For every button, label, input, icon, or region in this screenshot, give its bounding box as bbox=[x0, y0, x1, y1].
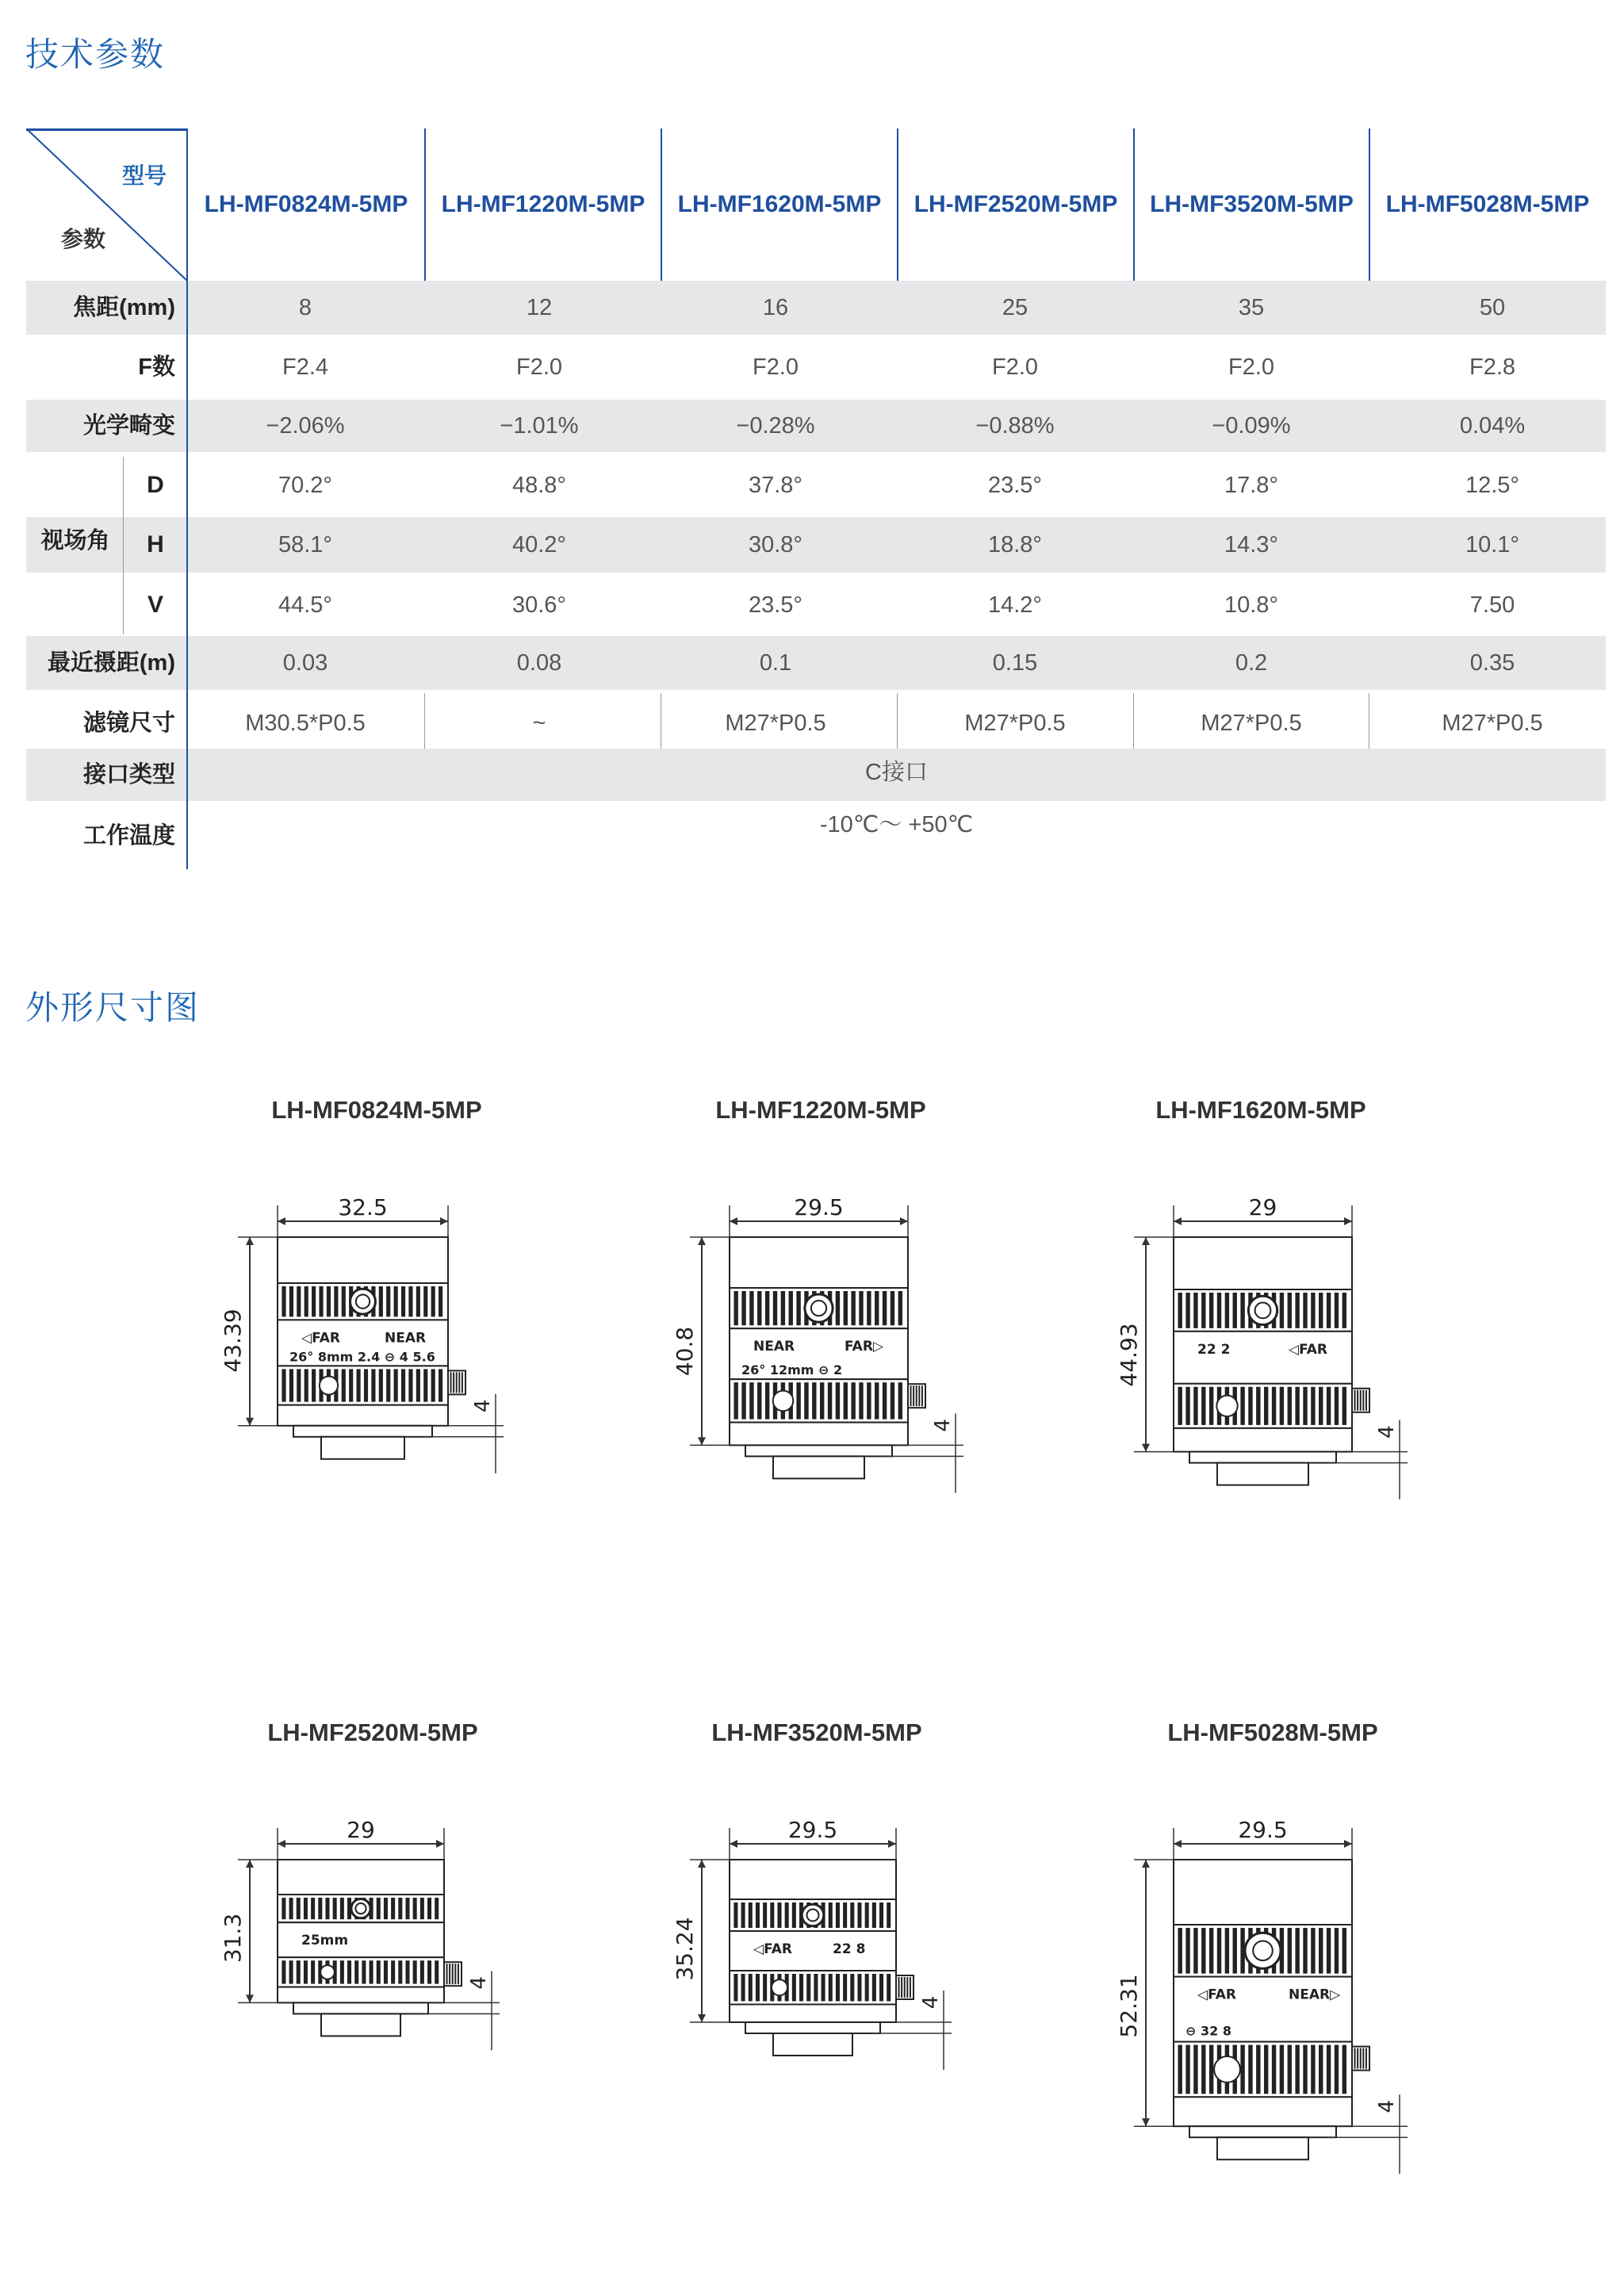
table-row bbox=[26, 281, 1606, 335]
table-cell: ~ bbox=[532, 711, 546, 736]
row-label-focal: 焦距(mm) bbox=[73, 295, 175, 320]
model-corner-label: 型号 bbox=[121, 163, 167, 188]
header-rule bbox=[1369, 128, 1370, 281]
table-cell: 25 bbox=[1002, 295, 1028, 320]
ring-text: NEAR▷ bbox=[1289, 1987, 1341, 2003]
fov-group-label: 视场角 bbox=[40, 528, 110, 554]
specs-section-title: 技术参数 bbox=[25, 35, 166, 74]
temp-value: -10℃～ +50℃ bbox=[819, 812, 974, 837]
drawing-title: LH-MF1620M-5MP bbox=[1155, 1096, 1366, 1124]
table-row bbox=[26, 338, 1606, 397]
ring-text: ◁FAR bbox=[1289, 1341, 1327, 1358]
dimensions-section-title: 外形尺寸图 bbox=[25, 988, 201, 1027]
table-cell: F2.8 bbox=[1469, 354, 1516, 380]
header-rule bbox=[661, 128, 662, 281]
flange-dimension: 4 bbox=[467, 1976, 491, 1990]
table-cell: 23.5° bbox=[987, 473, 1043, 498]
table-cell: 14.2° bbox=[987, 592, 1043, 618]
table-cell: 0.2 bbox=[1235, 650, 1268, 676]
lens-drawing-svg bbox=[1102, 1150, 1451, 1586]
table-cell: 0.08 bbox=[516, 650, 562, 676]
width-dimension: 29 bbox=[347, 1817, 375, 1843]
flange-dimension: 4 bbox=[1375, 1425, 1399, 1439]
table-cell: 0.35 bbox=[1469, 650, 1515, 676]
row-label-distortion: 光学畸变 bbox=[82, 413, 175, 439]
table-cell: F2.0 bbox=[1228, 354, 1275, 380]
ring-text: 22 2 bbox=[1197, 1341, 1231, 1358]
table-cell: F2.0 bbox=[515, 354, 563, 380]
cell-divider bbox=[897, 693, 898, 753]
table-cell: 8 bbox=[298, 295, 312, 320]
table-cell: 7.50 bbox=[1469, 592, 1515, 618]
drawing-title: LH-MF1220M-5MP bbox=[715, 1096, 926, 1124]
table-cell: 30.6° bbox=[511, 592, 567, 618]
table-row bbox=[26, 457, 1606, 514]
table-cell: M27*P0.5 bbox=[1201, 711, 1302, 736]
table-cell: −0.09% bbox=[1212, 413, 1291, 439]
lens-dimension-drawing bbox=[658, 1772, 1007, 2149]
fov-h-label: H bbox=[147, 531, 164, 558]
lens-drawing-svg bbox=[206, 1772, 555, 2121]
table-cell: 35 bbox=[1238, 295, 1265, 320]
table-cell: 40.2° bbox=[511, 532, 567, 558]
table-corner-header bbox=[26, 128, 187, 281]
lens-dimension-drawing bbox=[206, 1150, 555, 1558]
flange-dimension: 4 bbox=[1375, 2099, 1399, 2113]
header-rule bbox=[1133, 128, 1135, 281]
flange-dimension: 4 bbox=[919, 1995, 943, 2010]
lens-dimension-drawing bbox=[658, 1150, 1007, 1582]
table-cell: −0.88% bbox=[975, 413, 1055, 439]
table-cell: 0.15 bbox=[992, 650, 1038, 676]
drawing-title: LH-MF5028M-5MP bbox=[1167, 1718, 1378, 1746]
table-cell: 0.1 bbox=[759, 650, 792, 676]
table-row bbox=[26, 749, 1606, 801]
table-cell: M27*P0.5 bbox=[725, 711, 826, 736]
param-corner-label: 参数 bbox=[61, 227, 106, 251]
fov-v-label: V bbox=[147, 592, 163, 618]
lens-drawing-svg bbox=[658, 1150, 1007, 1578]
lens-dimension-drawing bbox=[1102, 1772, 1451, 2276]
table-cell: F2.4 bbox=[282, 354, 329, 380]
cell-divider bbox=[424, 693, 425, 753]
ring-text: NEAR bbox=[753, 1339, 795, 1355]
ring-text: ◁FAR bbox=[1197, 1987, 1236, 2003]
ring-text: 22 8 bbox=[833, 1941, 866, 1957]
width-dimension: 29 bbox=[1248, 1194, 1277, 1220]
table-cell: −0.28% bbox=[736, 413, 815, 439]
table-cell: 44.5° bbox=[278, 592, 333, 618]
height-dimension: 44.93 bbox=[1116, 1323, 1142, 1387]
table-cell: 17.8° bbox=[1224, 473, 1279, 498]
width-dimension: 32.5 bbox=[338, 1194, 388, 1220]
table-cell: 14.3° bbox=[1224, 532, 1279, 558]
row-label-mount: 接口类型 bbox=[82, 762, 175, 787]
lens-drawing-svg bbox=[658, 1772, 1007, 2145]
model-header: LH-MF1220M-5MP bbox=[441, 191, 645, 217]
model-header: LH-MF5028M-5MP bbox=[1385, 191, 1590, 217]
fov-divider bbox=[123, 457, 124, 634]
table-cell: 70.2° bbox=[278, 473, 333, 498]
lens-drawing-svg bbox=[1102, 1772, 1451, 2272]
ring-text: ◁FAR bbox=[753, 1941, 792, 1957]
table-cell: M27*P0.5 bbox=[1442, 711, 1543, 736]
height-dimension: 43.39 bbox=[220, 1309, 246, 1373]
flange-dimension: 4 bbox=[471, 1399, 495, 1413]
height-dimension: 35.24 bbox=[672, 1917, 698, 1981]
table-row bbox=[26, 576, 1606, 634]
scale-text: 26° 8mm 2.4 ⊖ 4 5.6 bbox=[289, 1349, 435, 1365]
table-row bbox=[26, 517, 1606, 573]
table-cell: M30.5*P0.5 bbox=[245, 711, 366, 736]
width-dimension: 29.5 bbox=[1238, 1817, 1288, 1843]
drawing-title: LH-MF2520M-5MP bbox=[267, 1718, 478, 1746]
height-dimension: 31.3 bbox=[220, 1913, 246, 1964]
corner-diagonal bbox=[26, 128, 187, 281]
row-label-temp: 工作温度 bbox=[82, 823, 175, 849]
table-cell: F2.0 bbox=[991, 354, 1039, 380]
ring-text: FAR▷ bbox=[845, 1339, 883, 1355]
table-row bbox=[26, 636, 1606, 690]
header-rule bbox=[897, 128, 898, 281]
table-cell: 0.03 bbox=[282, 650, 328, 676]
table-cell: 37.8° bbox=[748, 473, 803, 498]
cell-divider bbox=[1133, 693, 1134, 753]
width-dimension: 29.5 bbox=[794, 1194, 844, 1220]
table-cell: 10.8° bbox=[1224, 592, 1279, 618]
row-label-filter: 滤镜尺寸 bbox=[82, 711, 175, 736]
height-dimension: 52.31 bbox=[1116, 1974, 1142, 2038]
table-cell: 12 bbox=[526, 295, 553, 320]
table-left-rule bbox=[186, 128, 188, 869]
table-cell: 10.1° bbox=[1465, 532, 1520, 558]
table-cell: 50 bbox=[1479, 295, 1506, 320]
width-dimension: 29.5 bbox=[787, 1817, 838, 1843]
header-rule bbox=[424, 128, 426, 281]
table-cell: −2.06% bbox=[266, 413, 345, 439]
ring-text: ◁FAR bbox=[301, 1330, 340, 1347]
table-cell: F2.0 bbox=[752, 354, 799, 380]
model-header: LH-MF2520M-5MP bbox=[914, 191, 1118, 217]
table-cell: 23.5° bbox=[748, 592, 803, 618]
table-row bbox=[26, 693, 1606, 753]
lens-drawing-svg bbox=[206, 1150, 555, 1554]
table-cell: 0.04% bbox=[1459, 413, 1526, 439]
row-label-fnumber: F数 bbox=[138, 354, 175, 380]
drawing-title: LH-MF3520M-5MP bbox=[711, 1718, 922, 1746]
scale-text: ⊖ 32 8 bbox=[1185, 2023, 1231, 2039]
table-cell: 30.8° bbox=[748, 532, 803, 558]
model-header: LH-MF0824M-5MP bbox=[204, 191, 408, 217]
ring-text: NEAR bbox=[385, 1330, 427, 1347]
model-header: LH-MF3520M-5MP bbox=[1150, 191, 1354, 217]
table-cell: 58.1° bbox=[278, 532, 333, 558]
table-cell: 16 bbox=[762, 295, 789, 320]
fov-d-label: D bbox=[147, 472, 164, 498]
table-cell: 12.5° bbox=[1465, 473, 1520, 498]
table-cell: 48.8° bbox=[511, 473, 567, 498]
ring-text: 25mm bbox=[301, 1933, 349, 1949]
mount-value: C接口 bbox=[865, 760, 928, 785]
row-label-min-distance: 最近摄距(m) bbox=[47, 650, 175, 676]
scale-text: 26° 12mm ⊖ 2 bbox=[741, 1362, 843, 1377]
drawing-title: LH-MF0824M-5MP bbox=[271, 1096, 482, 1124]
model-header: LH-MF1620M-5MP bbox=[677, 191, 882, 217]
table-cell: 18.8° bbox=[987, 532, 1043, 558]
table-cell: −1.01% bbox=[500, 413, 579, 439]
height-dimension: 40.8 bbox=[672, 1326, 698, 1377]
table-row bbox=[26, 400, 1606, 452]
lens-dimension-drawing bbox=[206, 1772, 555, 2125]
lens-dimension-drawing bbox=[1102, 1150, 1451, 1590]
table-cell: M27*P0.5 bbox=[964, 711, 1066, 736]
flange-dimension: 4 bbox=[931, 1419, 955, 1432]
table-row bbox=[26, 804, 1606, 868]
